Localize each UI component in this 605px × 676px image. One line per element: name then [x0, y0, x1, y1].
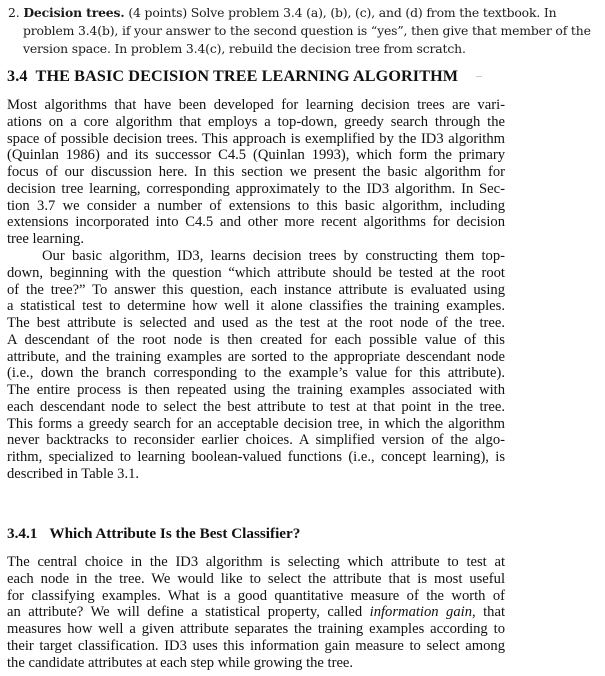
paragraph-line: of the tree?” To answer this question, each instance attribute is evaluated using	[7, 281, 505, 298]
section-title: THE BASIC DECISION TREE LEARNING ALGORITHM	[35, 67, 459, 85]
paragraph-line: ations on a core algorithm that employs a top-down, greedy search through the	[7, 113, 505, 130]
paragraph-line: Our basic algorithm, ID3, learns decision trees by constructing them top-	[42, 248, 505, 264]
paragraph-line: extensions incorporated into C4.5 and other more recent algorithms for decision	[7, 214, 505, 231]
problem-line-2: problem 3.4(b), if your answer to the second question is “yes”, then give that member of the	[23, 23, 591, 38]
subsection-heading	[7, 525, 300, 543]
paragraph-3	[7, 554, 505, 671]
subsection-title: Which Attribute Is the Best Classifier?	[49, 525, 301, 542]
paragraph-line: measures how well a given attribute separates the training examples according to	[7, 621, 505, 637]
paragraph-line: tion 3.7 we consider a number of extensions to this basic algorithm, including	[7, 197, 505, 214]
paragraph-line: The central choice in the ID3 algorithm is selecting which attribute to test at	[7, 554, 505, 570]
paragraph-2	[7, 248, 505, 483]
line-text: an attribute? We will define a statistical property, called	[7, 604, 370, 621]
paragraph-line: their target classification. ID3 uses this information gain measure to select among	[7, 637, 505, 654]
paragraph-line: Most algorithms that have been developed for learning decision trees are vari-	[7, 97, 505, 113]
paragraph-line: The entire process is then repeated using the training examples associated with	[7, 382, 505, 398]
paragraph-line: down, beginning with the question “which attribute should be tested at the root	[7, 264, 505, 281]
paragraph-line: space of possible decision trees. This approach is exemplified by the ID3 algorithm	[7, 130, 505, 147]
paragraph-line: (Quinlan 1986) and its successor C4.5 (Quinlan 1993), which form the primary	[7, 147, 505, 164]
problem-line-1-text: (4 points) Solve problem 3.4 (a), (b), (c), and (d) from the textbook. In	[124, 5, 557, 20]
paragraph-line: each node in the tree. We would like to select the attribute that is most useful	[7, 570, 505, 587]
paragraph-line: rithm, specialized to learning boolean-valued functions (i.e., concept learning), is	[7, 449, 505, 465]
paragraph-line: The best attribute is selected and used as the test at the root node of the tree.	[7, 315, 505, 331]
paragraph-line: the candidate attributes at each step while growing the tree.	[7, 654, 354, 671]
problem-line-1	[8, 4, 600, 22]
paragraph-line: for classifying examples. What is a good quantitative measure of the worth of	[7, 587, 505, 604]
paragraph-line: described in Table 3.1.	[7, 465, 140, 482]
paragraph-line	[7, 604, 505, 621]
paragraph-line: (i.e., down the branch corresponding to the example’s value for this attribute).	[7, 365, 505, 382]
paragraph-line: tree learning.	[7, 231, 84, 247]
section-number: 3.4	[7, 67, 28, 85]
paragraph-line: attribute, and the training examples are sorted to the appropriate descendant node	[7, 348, 505, 365]
paragraph-line: This forms a greedy search for an acceptable decision tree, in which the algorithm	[7, 415, 505, 432]
paragraph-line: A descendant of the root node is then created for each possible value of this	[7, 331, 505, 348]
paragraph-line: focus of our discussion here. In this section we present the basic algorithm for	[7, 164, 505, 180]
section-heading	[7, 67, 458, 86]
paragraph-line: a statistical test to determine how well it alone classifies the training examples.	[7, 298, 505, 315]
heading-mark	[476, 76, 482, 77]
homework-problem	[8, 4, 600, 58]
subsection-number: 3.4.1	[7, 525, 38, 542]
line-text: , that	[472, 604, 506, 621]
problem-line-3: version space. In problem 3.4(c), rebuild the decision tree from scratch.	[23, 41, 466, 56]
problem-number: 2.	[8, 5, 20, 20]
paragraph-1	[7, 97, 505, 248]
paragraph-line: decision tree learning, corresponding approximately to the ID3 algorithm. In Sec-	[7, 180, 505, 197]
paragraph-line: each descendant node to select the best attribute to test at that point in the tree.	[7, 398, 505, 415]
defined-term: information gain	[369, 604, 472, 621]
problem-title: Decision trees.	[23, 5, 125, 20]
paragraph-line: never backtracks to reconsider earlier choices. A simplified version of the algo-	[7, 432, 505, 449]
